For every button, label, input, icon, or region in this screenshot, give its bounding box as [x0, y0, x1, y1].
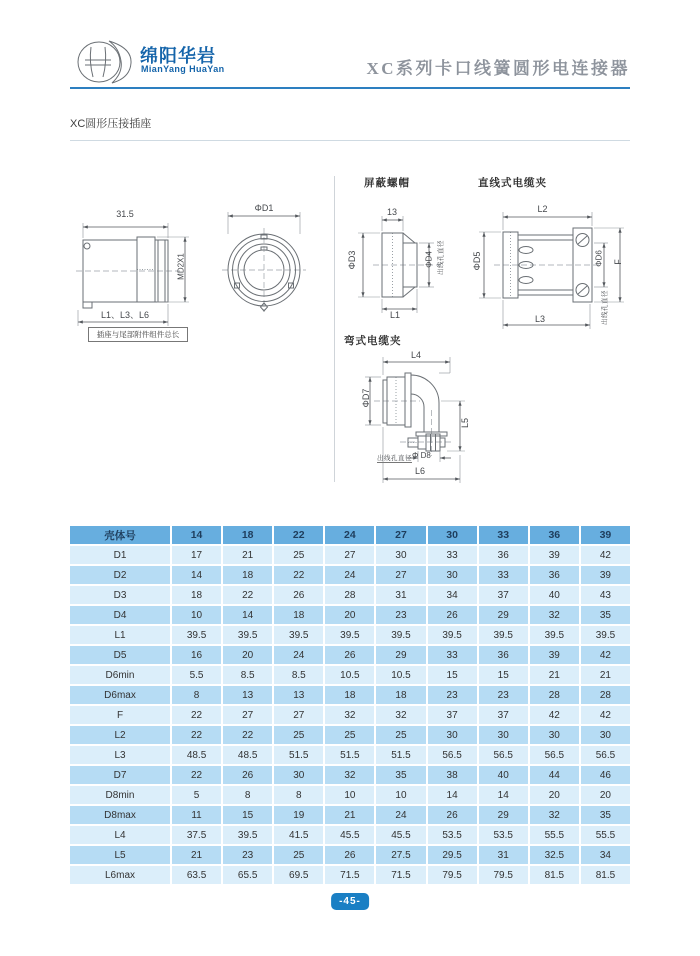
cell: 26 — [325, 846, 374, 864]
cell: 55.5 — [530, 826, 579, 844]
cell: 26 — [428, 606, 477, 624]
cell: 17 — [172, 546, 221, 564]
col-header: 18 — [223, 526, 272, 544]
cell: 25 — [274, 846, 323, 864]
cell: 14 — [428, 786, 477, 804]
cell: 30 — [530, 726, 579, 744]
cell: 11 — [172, 806, 221, 824]
cell: 22 — [223, 726, 272, 744]
cell: 26 — [325, 646, 374, 664]
row-label: L6max — [70, 866, 170, 884]
cell: 8.5 — [274, 666, 323, 684]
cell: 30 — [479, 726, 528, 744]
table-row — [70, 786, 630, 804]
row-label: D6min — [70, 666, 170, 684]
col-header: 22 — [274, 526, 323, 544]
straight-hole-note: 出线孔直径 — [601, 290, 609, 325]
section-title: XC圆形压接插座 — [70, 118, 152, 130]
cell: 10.5 — [376, 666, 425, 684]
cell: 42 — [581, 546, 630, 564]
cell: 39.5 — [274, 626, 323, 644]
dim-angle-hole: Φ D8 — [412, 451, 431, 460]
table-row — [70, 586, 630, 604]
cell: 35 — [581, 606, 630, 624]
dim-nut-hole: ΦD4 — [424, 251, 434, 268]
cell: 39.5 — [376, 626, 425, 644]
cell: 81.5 — [530, 866, 579, 884]
cell: 79.5 — [428, 866, 477, 884]
cell: 31 — [376, 586, 425, 604]
cell: 39 — [581, 566, 630, 584]
col-header: 24 — [325, 526, 374, 544]
cell: 30 — [376, 546, 425, 564]
cell: 18 — [274, 606, 323, 624]
cell: 26 — [428, 806, 477, 824]
table-row — [70, 686, 630, 704]
cell: 25 — [274, 726, 323, 744]
cell: 40 — [479, 766, 528, 784]
row-label: D4 — [70, 606, 170, 624]
cell: 10.5 — [325, 666, 374, 684]
dim-straight-top: L2 — [537, 204, 548, 214]
dim-socket-total: L1、L3、L6 — [100, 310, 150, 320]
cell: 22 — [172, 706, 221, 724]
cell: 14 — [223, 606, 272, 624]
row-label: L4 — [70, 826, 170, 844]
cell: 30 — [428, 566, 477, 584]
cell: 71.5 — [325, 866, 374, 884]
table-row — [70, 706, 630, 724]
dim-socket-length: 31.5 — [116, 209, 134, 219]
cell: 26 — [223, 766, 272, 784]
cell: 22 — [223, 586, 272, 604]
dim-straight-bottom: L3 — [534, 314, 545, 324]
cell: 21 — [172, 846, 221, 864]
dim-nut-length: L1 — [389, 310, 400, 320]
table-row — [70, 846, 630, 864]
cell: 10 — [376, 786, 425, 804]
table-row — [70, 746, 630, 764]
row-label: D8min — [70, 786, 170, 804]
cell: 32.5 — [530, 846, 579, 864]
cell: 35 — [581, 806, 630, 824]
cell: 32 — [530, 806, 579, 824]
row-label: L1 — [70, 626, 170, 644]
cell: 37 — [479, 586, 528, 604]
cell: 69.5 — [274, 866, 323, 884]
cell: 53.5 — [428, 826, 477, 844]
cell: 15 — [223, 806, 272, 824]
cell: 5.5 — [172, 666, 221, 684]
angle-clamp-title: 弯式电缆夹 — [344, 335, 402, 347]
cell: 45.5 — [325, 826, 374, 844]
cell: 26 — [274, 586, 323, 604]
cell: 34 — [581, 846, 630, 864]
socket-front-drawing — [222, 200, 312, 340]
cell: 27 — [325, 546, 374, 564]
cell: 28 — [581, 686, 630, 704]
cell: 10 — [325, 786, 374, 804]
cell: 44 — [530, 766, 579, 784]
company-name-en: MianYang HuaYan — [141, 64, 225, 74]
cell: 43 — [581, 586, 630, 604]
cell: 39.5 — [581, 626, 630, 644]
cell: 8 — [172, 686, 221, 704]
cell: 24 — [325, 566, 374, 584]
cell: 32 — [376, 706, 425, 724]
cell: 18 — [223, 566, 272, 584]
cell: 29.5 — [428, 846, 477, 864]
row-label: D7 — [70, 766, 170, 784]
section-divider — [70, 140, 630, 141]
cell: 21 — [530, 666, 579, 684]
cell: 42 — [581, 646, 630, 664]
cell: 5 — [172, 786, 221, 804]
cell: 37 — [428, 706, 477, 724]
cell: 36 — [479, 646, 528, 664]
cell: 15 — [479, 666, 528, 684]
cell: 63.5 — [172, 866, 221, 884]
col-header: 36 — [530, 526, 579, 544]
cell: 27 — [223, 706, 272, 724]
row-label: L5 — [70, 846, 170, 864]
shield-nut-title: 屏蔽螺帽 — [364, 177, 410, 189]
cell: 56.5 — [581, 746, 630, 764]
cell: 22 — [274, 566, 323, 584]
cell: 13 — [274, 686, 323, 704]
cell: 38 — [428, 766, 477, 784]
cell: 18 — [172, 586, 221, 604]
cell: 27 — [274, 706, 323, 724]
angle-hole-note: 出线孔直径 — [377, 455, 412, 462]
cell: 29 — [376, 646, 425, 664]
row-label: D5 — [70, 646, 170, 664]
table-row — [70, 766, 630, 784]
cell: 31 — [479, 846, 528, 864]
table-row — [70, 666, 630, 684]
table-row — [70, 806, 630, 824]
cell: 23 — [479, 686, 528, 704]
cell: 36 — [479, 546, 528, 564]
cell: 29 — [479, 806, 528, 824]
dim-angle-bottom: L6 — [414, 466, 425, 476]
cell: 32 — [325, 706, 374, 724]
cell: 21 — [223, 546, 272, 564]
cell: 24 — [376, 806, 425, 824]
cell: 23 — [376, 606, 425, 624]
row-label: D3 — [70, 586, 170, 604]
cell: 48.5 — [172, 746, 221, 764]
cell: 42 — [581, 706, 630, 724]
dim-angle-top: L4 — [410, 350, 421, 360]
col-header: 39 — [581, 526, 630, 544]
cell: 19 — [274, 806, 323, 824]
cell: 39.5 — [428, 626, 477, 644]
col-header: 30 — [428, 526, 477, 544]
cell: 27 — [376, 566, 425, 584]
cell: 28 — [530, 686, 579, 704]
cell: 21 — [581, 666, 630, 684]
cell: 33 — [479, 566, 528, 584]
cell: 56.5 — [530, 746, 579, 764]
row-label: D6max — [70, 686, 170, 704]
page-title: XC系列卡口线簧圆形电连接器 — [366, 59, 630, 78]
page-number-badge: -45- — [331, 893, 369, 910]
cell: 23 — [428, 686, 477, 704]
cell: 41.5 — [274, 826, 323, 844]
table-body — [70, 546, 630, 884]
company-logo-icon — [76, 38, 136, 86]
cell: 46 — [581, 766, 630, 784]
row-label: F — [70, 706, 170, 724]
row-label: L3 — [70, 746, 170, 764]
dim-socket-front: ΦD1 — [254, 203, 274, 213]
table-row — [70, 566, 630, 584]
cell: 51.5 — [325, 746, 374, 764]
cell: 27.5 — [376, 846, 425, 864]
dim-straight-flange: F — [613, 259, 623, 265]
cell: 39.5 — [530, 626, 579, 644]
cell: 48.5 — [223, 746, 272, 764]
dim-straight-body: ΦD5 — [472, 251, 482, 271]
cell: 39 — [530, 646, 579, 664]
cell: 39.5 — [223, 826, 272, 844]
cell: 32 — [325, 766, 374, 784]
drawings-divider — [334, 176, 335, 482]
cell: 81.5 — [581, 866, 630, 884]
cell: 29 — [479, 606, 528, 624]
cell: 8 — [223, 786, 272, 804]
cell: 18 — [325, 686, 374, 704]
cell: 39.5 — [172, 626, 221, 644]
cell: 55.5 — [581, 826, 630, 844]
cell: 16 — [172, 646, 221, 664]
cell: 18 — [376, 686, 425, 704]
cell: 33 — [428, 546, 477, 564]
cell: 34 — [428, 586, 477, 604]
dim-straight-hole: ΦD6 — [594, 250, 604, 267]
col-header-shell: 壳体号 — [70, 526, 170, 544]
dim-angle-height: L5 — [460, 418, 470, 429]
cell: 51.5 — [376, 746, 425, 764]
cell: 23 — [223, 846, 272, 864]
table-row — [70, 866, 630, 884]
dim-socket-thread: MD2X1 — [176, 253, 186, 280]
cell: 39.5 — [223, 626, 272, 644]
socket-note: 插座与尾部附件组件总长 — [88, 327, 188, 342]
cell: 37.5 — [172, 826, 221, 844]
cell: 28 — [325, 586, 374, 604]
dimensions-table — [68, 524, 632, 886]
cell: 36 — [530, 566, 579, 584]
row-label: D2 — [70, 566, 170, 584]
row-label: L2 — [70, 726, 170, 744]
dim-nut-width: 13 — [386, 207, 397, 217]
cell: 32 — [530, 606, 579, 624]
cell: 21 — [325, 806, 374, 824]
cell: 71.5 — [376, 866, 425, 884]
cell: 42 — [530, 706, 579, 724]
cell: 8.5 — [223, 666, 272, 684]
cell: 45.5 — [376, 826, 425, 844]
cell: 65.5 — [223, 866, 272, 884]
cell: 51.5 — [274, 746, 323, 764]
cell: 20 — [223, 646, 272, 664]
table-row — [70, 646, 630, 664]
cell: 79.5 — [479, 866, 528, 884]
cell: 25 — [325, 726, 374, 744]
cell: 56.5 — [428, 746, 477, 764]
cell: 14 — [172, 566, 221, 584]
col-header: 33 — [479, 526, 528, 544]
nut-hole-note: 出线孔直径 — [437, 240, 445, 275]
cell: 53.5 — [479, 826, 528, 844]
cell: 25 — [274, 546, 323, 564]
table-row — [70, 606, 630, 624]
cell: 40 — [530, 586, 579, 604]
cell: 20 — [325, 606, 374, 624]
table-row — [70, 546, 630, 564]
cell: 25 — [376, 726, 425, 744]
col-header: 27 — [376, 526, 425, 544]
cell: 33 — [428, 646, 477, 664]
cell: 8 — [274, 786, 323, 804]
cell: 30 — [581, 726, 630, 744]
cell: 22 — [172, 766, 221, 784]
cell: 22 — [172, 726, 221, 744]
table-row — [70, 626, 630, 644]
cell: 20 — [581, 786, 630, 804]
cell: 13 — [223, 686, 272, 704]
straight-clamp-title: 直线式电缆夹 — [478, 177, 547, 189]
cell: 20 — [530, 786, 579, 804]
cell: 30 — [274, 766, 323, 784]
cell: 39.5 — [325, 626, 374, 644]
cell: 56.5 — [479, 746, 528, 764]
cell: 35 — [376, 766, 425, 784]
table-row — [70, 726, 630, 744]
header-divider — [70, 87, 630, 89]
dim-nut-outer: ΦD3 — [347, 250, 357, 270]
dim-angle-body: ΦD7 — [361, 388, 371, 408]
cell: 37 — [479, 706, 528, 724]
table-row — [70, 826, 630, 844]
row-label: D1 — [70, 546, 170, 564]
cell: 10 — [172, 606, 221, 624]
row-label: D8max — [70, 806, 170, 824]
cell: 24 — [274, 646, 323, 664]
cell: 30 — [428, 726, 477, 744]
company-name: 绵阳华岩 — [140, 46, 216, 66]
cell: 39 — [530, 546, 579, 564]
col-header: 14 — [172, 526, 221, 544]
table-header-row — [70, 526, 630, 544]
cell: 15 — [428, 666, 477, 684]
cell: 14 — [479, 786, 528, 804]
cell: 39.5 — [479, 626, 528, 644]
